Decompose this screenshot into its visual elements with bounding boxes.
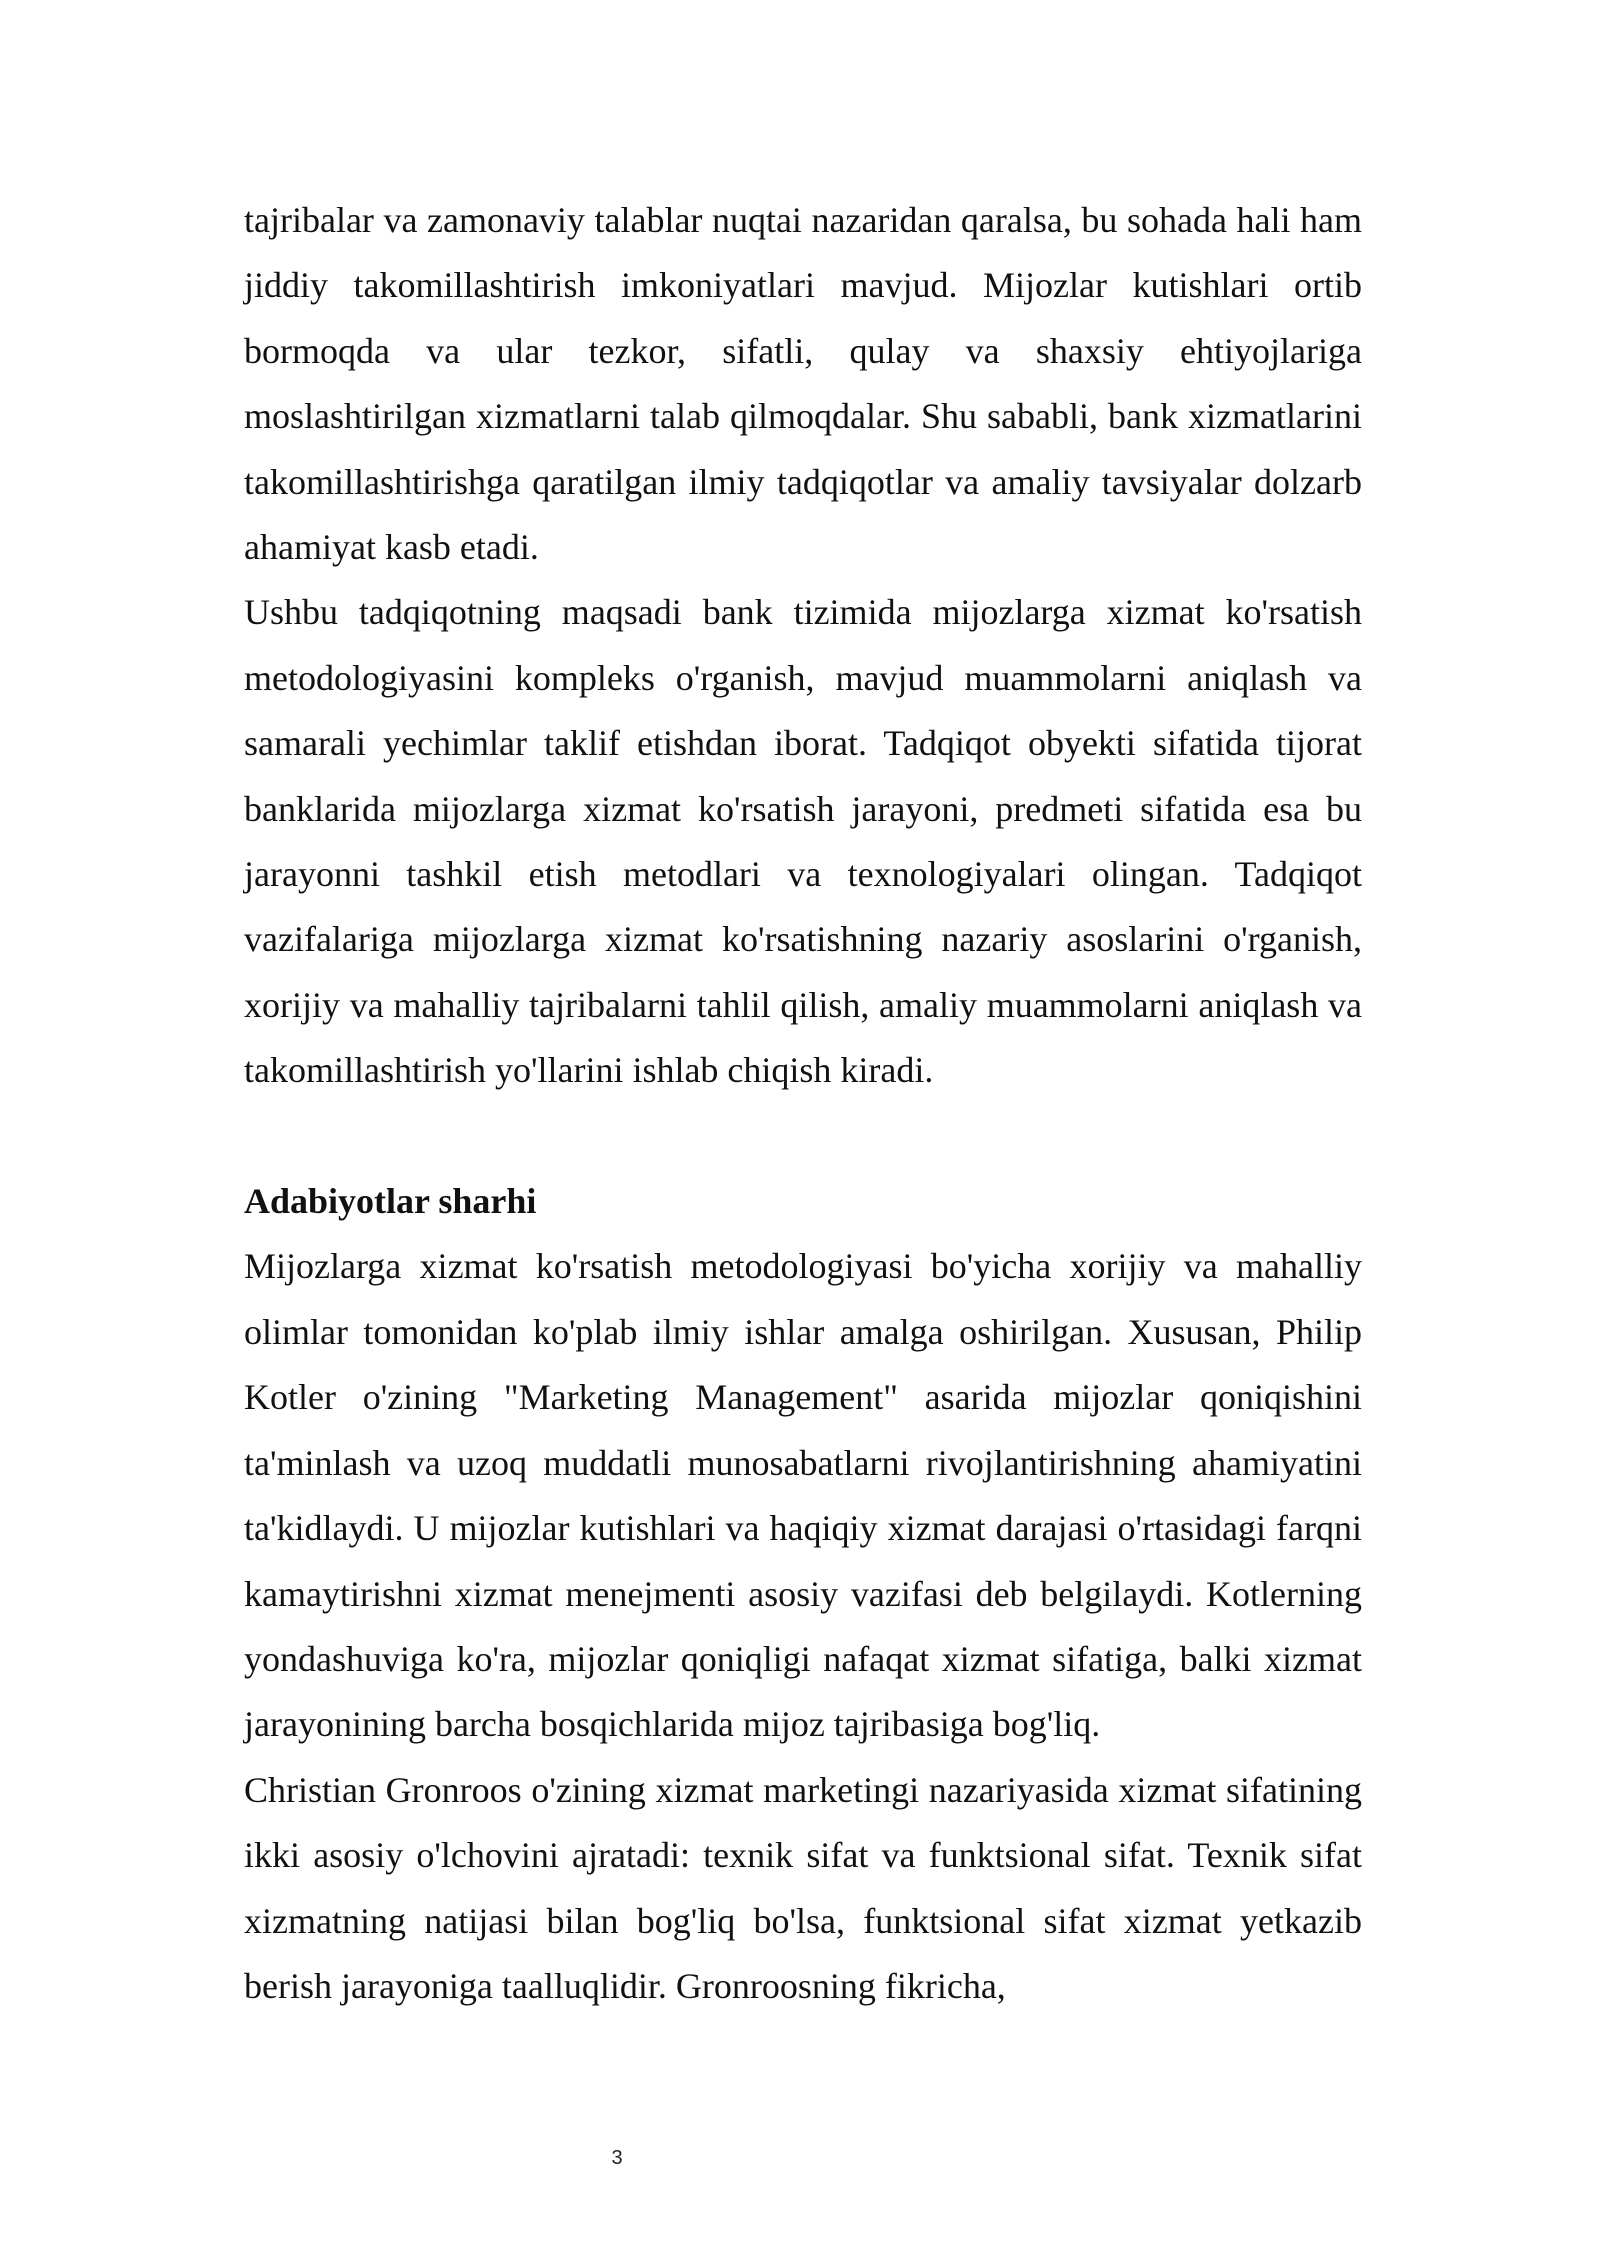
page-number: 3: [611, 2147, 623, 2169]
literature-paragraph-2: Christian Gronroos o'zining xizmat marketingi nazariyasida xizmat sifatining ikki asosiy o'lchovini ajratadi: texnik sifat va funktsional sifat. Texnik sifat xizmatning natijasi bilan bog'liq bo'lsa, funktsional sifat xizmat yetkazib berish jarayoniga taalluqlidir. Gronroosning fikricha,: [244, 1769, 1362, 2006]
section-heading: Adabiyotlar sharhi: [244, 1181, 537, 1222]
page-body: [244, 188, 1362, 2019]
body-paragraph-2: Ushbu tadqiqotning maqsadi bank tizimida mijozlarga xizmat ko'rsatish metodologiyasini kompleks o'rganish, mavjud muammolarni aniqlash va samarali yechimlar taklif etishdan iborat. Tadqiqot obyekti sifatida tijorat banklarida mijozlarga xizmat ko'rsatish jarayoni, predmeti sifatida esa bu jarayonni tashkil etish metodlari va texnologiyalari olingan. Tadqiqot vazifalariga mijozlarga xizmat ko'rsatishning nazariy asoslarini o'rganish, xorijiy va mahalliy tajribalarni tahlil qilish, amaliy muammolarni aniqlash va takomillashtirish yo'llarini ishlab chiqish kiradi.: [244, 592, 1362, 1091]
body-paragraph-1: tajribalar va zamonaviy talablar nuqtai nazaridan qaralsa, bu sohada hali ham jiddiy takomillashtirish imkoniyatlari mavjud. Mijozlar kutishlari ortib bormoqda va ular tezkor, sifatli, qulay va shaxsiy ehtiyojlariga moslashtirilgan xizmatlarni talab qilmoqdalar. Shu sababli, bank xizmatlarini takomillashtirishga qaratilgan ilmiy tadqiqotlar va amaliy tavsiyalar dolzarb ahamiyat kasb etadi.: [244, 200, 1362, 568]
literature-paragraph-1: Mijozlarga xizmat ko'rsatish metodologiyasi bo'yicha xorijiy va mahalliy olimlar tomonidan ko'plab ilmiy ishlar amalga oshirilgan. Xususan, Philip Kotler o'zining "Marketing Management" asarida mijozlar qoniqishini ta'minlash va uzoq muddatli munosabatlarni rivojlantirishning ahamiyatini ta'kidlaydi. U mijozlar kutishlari va haqiqiy xizmat darajasi o'rtasidagi farqni kamaytirishni xizmat menejmenti asosiy vazifasi deb belgilaydi. Kotlerning yondashuviga ko'ra, mijozlar qoniqligi nafaqat xizmat sifatiga, balki xizmat jarayonining barcha bosqichlarida mijoz tajribasiga bog'liq.: [244, 1246, 1362, 1745]
